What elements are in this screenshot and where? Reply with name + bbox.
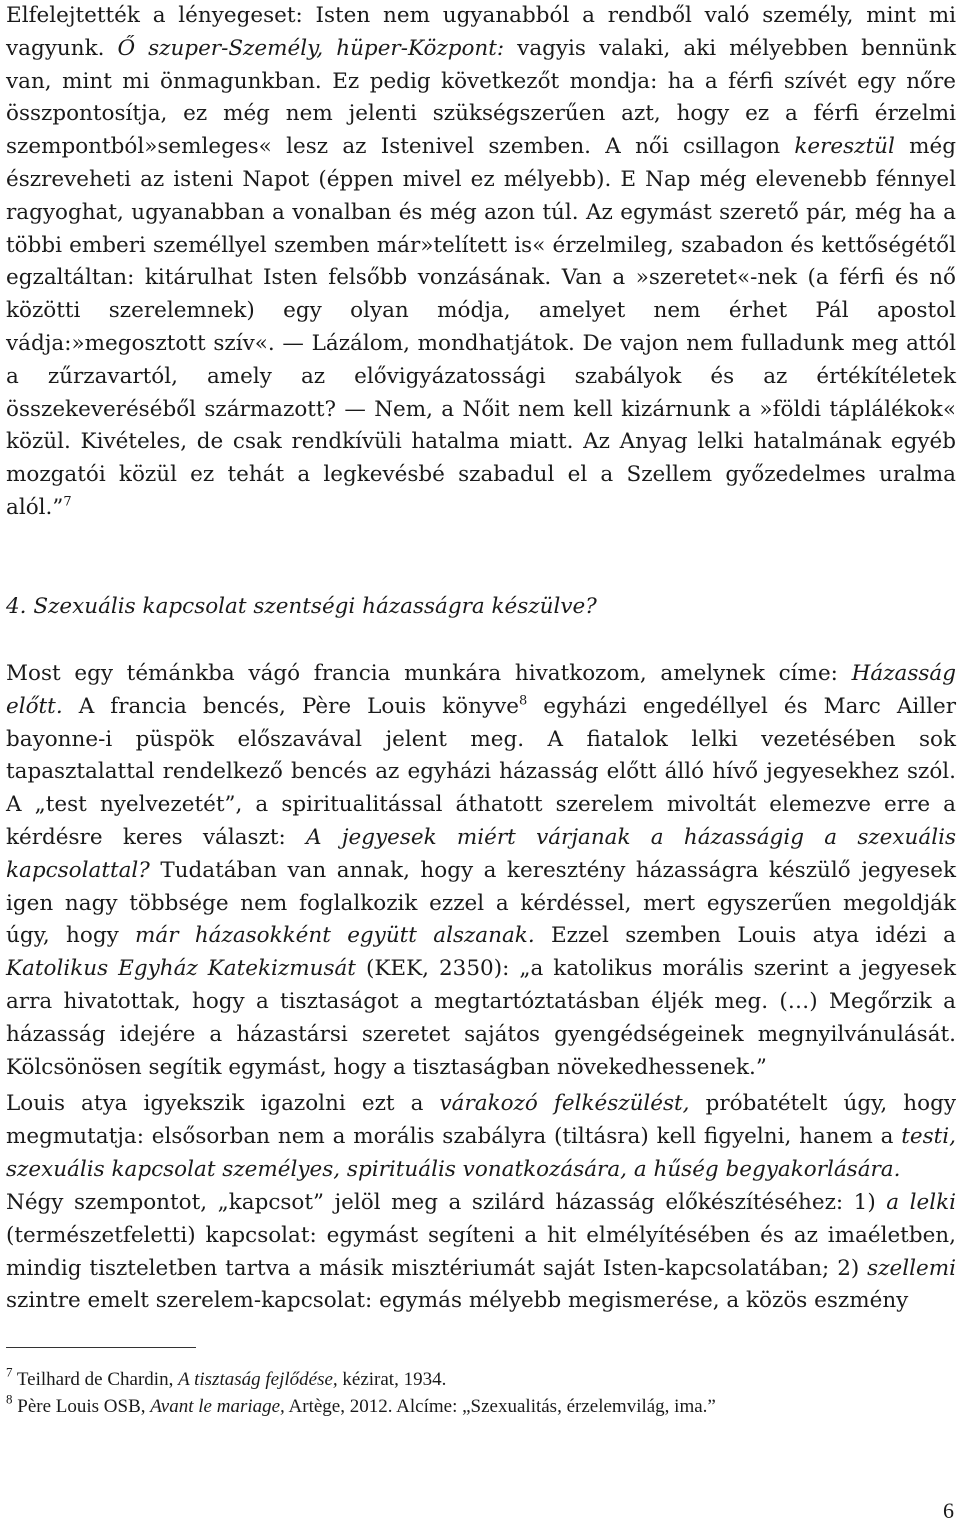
text-run: kézirat, 1934.	[337, 1369, 447, 1390]
page-number: 6	[943, 1498, 954, 1523]
text-run: Ezzel szemben Louis atya idézi a	[534, 923, 957, 949]
text-run: A francia bencés, Père Louis könyve	[62, 693, 519, 719]
footnote-8	[6, 1391, 716, 1420]
italic-run: Katolikus Egyház Katekizmusát	[6, 956, 356, 982]
text-run: Louis atya igyekszik igazolni ezt a	[6, 1091, 440, 1116]
paragraph-four-aspects	[6, 1187, 956, 1318]
text-run: Artège, 2012. Alcíme: „Szexualitás, érzelemvilág, ima.”	[284, 1396, 716, 1417]
footnote-7	[6, 1364, 447, 1393]
italic-run: testi, szexuális kapcsolat személyes, spirituális vonatkozására, a hűség begyakorlására.	[6, 1123, 956, 1182]
text-run: (KEK, 2350): „a katolikus morális szerint a jegyesek arra hivatottak, hogy a tisztaságot a megtartóztatásban éljék meg. (…) Megőrzik a házasság idejére a házastársi szeretet sajátos gyengédségeinek megnyilvánulását. Kölcsönösen segítik egymást, hogy a tisztaságban növekedhessenek.”	[6, 956, 956, 1080]
text-run: még észreveheti az isteni Napot (éppen mivel ez mélyebb). E Nap még elevenebb fénnyel ragyoghat, ugyanabban a vonalban és még azon túl. Az egymást szerető pár, még ha a többi emberi személlyel szemben már»telített is« érzelmileg, szabadon és kettőségétől egzaltáltan: kitárulhat Isten felsőbb vonzásának. Van a »szeretet«-nek (a férfi és nő közötti szerelemnek) egy olyan módja, amelyet nem érhet Pál apostol vádja:»megosztott szív«. — Lázálom, mondhatjátok. De vajon nem fulladunk meg attól a zűrzavartól, amely az elővigyázatossági szabályok és az értékítéletek összekeveréséből származott? — Nem, a Nőit nem kell kizárnunk a »földi táplálékok« közül. Kivételes, de csak rendkívüli hatalma miatt. Az Anyag lelki hatalmának egyéb mozgatói közül ez tehát a legkevésbé szabadul el a Szellem győzedelmes uralma alól.”	[6, 134, 956, 520]
italic-run: A jegyesek miért várjanak a házasságig a szexuális kapcsolattal?	[6, 824, 956, 883]
italic-run: várakozó felkészülést,	[439, 1091, 690, 1116]
italic-run: Házasság előtt.	[6, 661, 956, 719]
text-run: Père Louis OSB,	[12, 1396, 151, 1417]
text-run: Elfelejtették a lényegeset: Isten nem ugyanabból a rendből való személy, mint mi vagyunk.	[6, 3, 956, 61]
italic-run: a lelki	[886, 1190, 956, 1215]
section-heading: 4. Szexuális kapcsolat szentségi házasságra készülve?	[6, 594, 597, 619]
italic-run: már házasokként együtt alszanak.	[135, 923, 535, 949]
text-run: vagyis valaki, aki mélyebben bennünk van, mint mi önmagunkban. Ez pedig következőt mondja: ha a férfi szívét egy nőre összpontosítja, ez még nem jelenti szükségszerűen azt, hogy ez a férfi érzelmi szempontból»semleges« lesz az Istenivel szemben. A női csillagon	[6, 35, 956, 160]
footnote-ref-7[interactable]: 7	[63, 494, 72, 510]
text-run: próbatételt úgy, hogy megmutatja: elsősorban nem a morális szabályra (tiltásra) kell figyelni, hanem a	[6, 1091, 957, 1149]
footnote-ref-8[interactable]: 8	[518, 693, 528, 709]
italic-run: Avant le mariage,	[150, 1396, 285, 1417]
paragraph-pere-louis	[6, 658, 956, 1084]
text-run: Négy szempontot, „kapcsot” jelöl meg a szilárd házasság előkészítéséhez: 1)	[6, 1190, 887, 1215]
footnote-number: 8	[6, 1391, 13, 1407]
text-run: Tudatában van annak, hogy a keresztény házasságra készülő jegyesek igen nagy többsége nem foglalkozik ezzel a kérdéssel, mert egyszerűen megoldják úgy, hogy	[6, 857, 956, 949]
italic-run: keresztül	[794, 134, 895, 160]
footnote-number: 7	[6, 1364, 13, 1380]
text-run: Most egy témánkba vágó francia munkára hivatkozom, amelynek címe:	[6, 661, 852, 686]
text-run: szintre emelt szerelem-kapcsolat: egymás mélyebb megismerése, a közös eszmény	[6, 1288, 909, 1314]
italic-run: szellemi	[867, 1255, 956, 1281]
paragraph-preparation	[6, 1088, 956, 1186]
italic-run: A tisztaság fejlődése,	[178, 1369, 338, 1390]
text-run: (természetfeletti) kapcsolat: egymást segíteni a hit elmélyítésében és az imaéletben, mindig tiszteletben tartva a másik misztériumát saját Isten-kapcsolatában; 2)	[6, 1222, 956, 1281]
text-run: Teilhard de Chardin,	[12, 1369, 179, 1390]
italic-run: Ő szuper-Személy, hüper-Központ:	[117, 35, 505, 61]
text-run: egyházi engedéllyel és Marc Ailler bayonne-i püspök előszavával jelent meg. A fiatalok lelki vezetésében sok tapasztalattal rendelkező bencés az egyházi házasság előtt álló hívő jegyesekhez szól. A „test nyelvezetét”, a spiritualitással áthatott szerelem mivoltát elemezve erre a kérdésre keres választ:	[6, 693, 956, 850]
footnote-separator	[6, 1347, 196, 1348]
paragraph-teilhard-quote	[6, 0, 956, 525]
